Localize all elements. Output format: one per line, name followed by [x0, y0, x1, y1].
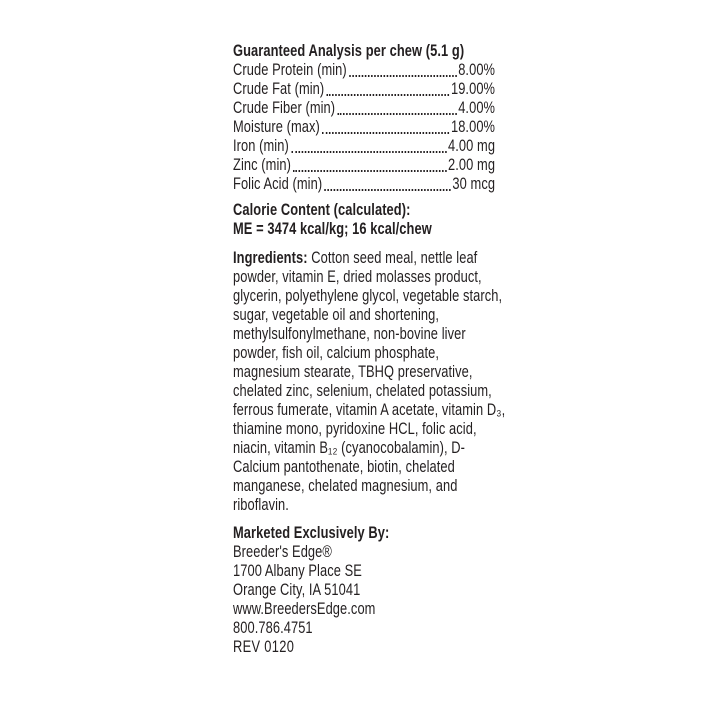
- address-line: Orange City, IA 51041: [233, 581, 361, 599]
- analysis-row: [233, 156, 495, 175]
- analysis-row: [233, 118, 495, 137]
- label-content: [233, 42, 508, 657]
- ingredients-title: Ingredients:: [233, 249, 308, 267]
- marketed-by-section: [233, 524, 508, 638]
- dot-leader: [349, 61, 457, 77]
- analysis-row: [233, 137, 495, 156]
- analysis-row-value: 30 mcg: [452, 175, 496, 193]
- dot-leader: [325, 175, 451, 191]
- ingredients-section: [233, 249, 508, 515]
- analysis-row-value: 4.00%: [458, 99, 496, 117]
- analysis-row-label: Moisture (max): [233, 118, 320, 136]
- calorie-content-value: ME = 3474 kcal/kg; 16 kcal/chew: [233, 220, 432, 238]
- ingredients-text: Cotton seed meal, nettle leaf powder, vitamin E, dried molasses product, glycerin, polyethylene glycol, vegetable starch, sugar, vegetable oil and shortening, methylsulfonylmethane, non-bovine liver powder, fish oil, calcium phosphate, magnesium stearate, TBHQ preservative, chelated zinc, selenium, chelated potassium, ferrous fumerate, vitamin A acetate, vitamin D₃, thiamine mono, pyridoxine HCL, folic acid, niacin, vitamin B₁₂ (cyanocobalamin), D-Calcium pantothenate, biotin, chelated manganese, chelated magnesium, and riboflavin.: [233, 249, 506, 514]
- guaranteed-analysis-section: [233, 42, 508, 194]
- analysis-row-label: Crude Fat (min): [233, 80, 325, 98]
- analysis-row-value: 2.00 mg: [448, 156, 496, 174]
- website-text: www.BreedersEdge.com: [233, 600, 376, 618]
- guaranteed-analysis-title: Guaranteed Analysis per chew (5.1 g): [233, 42, 465, 60]
- analysis-row-label: Crude Protein (min): [233, 61, 347, 79]
- analysis-row-value: 19.00%: [450, 80, 496, 98]
- analysis-row-label: Crude Fiber (min): [233, 99, 336, 117]
- calorie-content-title: Calorie Content (calculated):: [233, 201, 411, 219]
- phone-number: 800.786.4751: [233, 619, 313, 637]
- ingredients-paragraph: [233, 249, 508, 515]
- dot-leader: [322, 118, 449, 134]
- address-line: 1700 Albany Place SE: [233, 562, 362, 580]
- calorie-content-section: [233, 201, 508, 239]
- analysis-row: [233, 61, 495, 80]
- analysis-row-value: 4.00 mg: [448, 137, 496, 155]
- revision-code: REV 0120: [233, 638, 295, 656]
- dot-leader: [327, 80, 450, 96]
- analysis-row: [233, 99, 495, 118]
- analysis-row-label: Zinc (min): [233, 156, 291, 174]
- analysis-row: [233, 175, 495, 194]
- guaranteed-analysis-table: [233, 61, 508, 194]
- marketed-by-title: Marketed Exclusively By:: [233, 524, 390, 542]
- analysis-row-label: Iron (min): [233, 137, 289, 155]
- analysis-row-value: 8.00%: [458, 61, 496, 79]
- dot-leader: [338, 99, 457, 115]
- dot-leader: [293, 156, 446, 172]
- analysis-row: [233, 80, 495, 99]
- analysis-row-label: Folic Acid (min): [233, 175, 323, 193]
- analysis-row-value: 18.00%: [450, 118, 496, 136]
- dot-leader: [291, 137, 446, 153]
- brand-name: Breeder's Edge®: [233, 543, 332, 561]
